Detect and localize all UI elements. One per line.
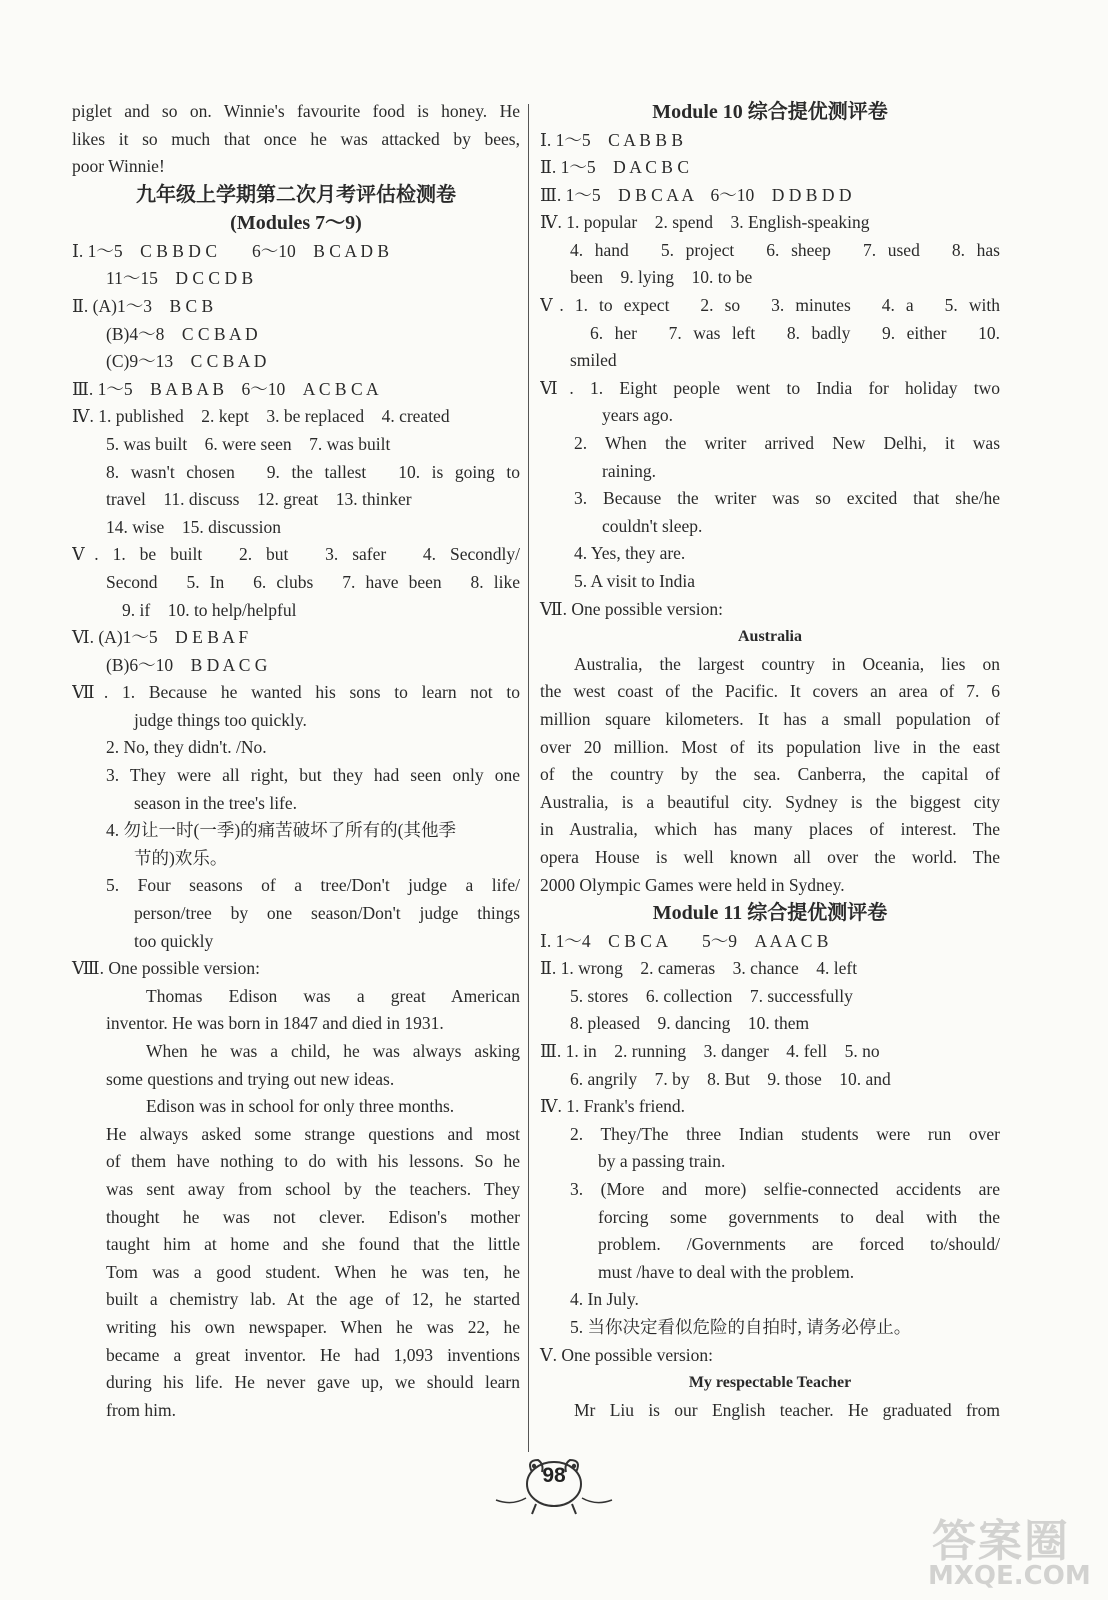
text-line: inventor. He was born in 1847 and died in 1931. xyxy=(106,1013,444,1034)
text-line: became a great inventor. He had 1,093 inventions xyxy=(106,1344,520,1365)
text-line: 2. No, they didn't. /No. xyxy=(106,737,267,758)
text-line: travel 11. discuss 12. great 13. thinker xyxy=(106,489,412,510)
text-line: Second 5. In 6. clubs 7. have been 8. like xyxy=(106,571,520,592)
text-line: Tom was a good student. When he was ten, he xyxy=(106,1261,520,1282)
text-line: person/tree by one season/Don't judge things xyxy=(134,903,520,924)
text-line: 5. A visit to India xyxy=(574,571,696,591)
text-line: 5. was built 6. were seen 7. was built xyxy=(106,433,391,454)
text-line: (C)9～13 C C B A D xyxy=(106,351,267,372)
text-line: season in the tree's life. xyxy=(134,792,298,813)
essay-title: My respectable Teacher xyxy=(688,1374,852,1392)
text-line: Ⅴ. One possible version: xyxy=(540,1344,714,1365)
text-line: opera House is well known all over the world. The xyxy=(540,846,1000,867)
text-line: years ago. xyxy=(602,405,673,426)
text-line: Ⅲ. 1～5 B A B A B 6～10 A C B C A xyxy=(72,378,379,399)
text-line: 3. They were all right, but they had seen only one xyxy=(106,765,520,786)
text-line: 2000 Olympic Games were held in Sydney. xyxy=(540,874,845,895)
text-line: 2. They/The three Indian students were run over xyxy=(570,1123,1000,1144)
text-line: Ⅳ. 1. Frank's friend. xyxy=(540,1096,686,1117)
page-number-ornament xyxy=(474,1458,634,1518)
text-line: from him. xyxy=(106,1399,176,1420)
text-line: Ⅰ. 1～4 C B C A 5～9 A A A C B xyxy=(540,930,829,951)
text-line: 5. Four seasons of a tree/Don't judge a life/ xyxy=(106,875,520,896)
text-line: of the country by the sea. Canberra, the capital of xyxy=(540,764,1000,785)
text-line: Ⅵ. 1. Eight people went to India for holiday two xyxy=(540,377,1000,398)
text-line: over 20 million. Most of its population live in the east xyxy=(540,736,1000,757)
site-watermark xyxy=(924,1505,1104,1597)
section-heading: (Modules 7～9) xyxy=(230,212,362,235)
text-line: 11～15 D C C D B xyxy=(106,268,254,289)
text-line: raining. xyxy=(602,460,656,481)
text-line: of them have nothing to do with his lessons. So he xyxy=(106,1151,520,1172)
text-line: 5. 当你决定看似危险的自拍时, 请务必停止。 xyxy=(570,1316,912,1337)
text-line: 8. pleased 9. dancing 10. them xyxy=(570,1013,810,1034)
text-line: Ⅶ. 1. Because he wanted his sons to learn not to xyxy=(72,682,520,703)
text-line: Ⅴ. 1. to expect 2. so 3. minutes 4. a 5. with xyxy=(540,295,1000,316)
text-line: 5. stores 6. collection 7. successfully xyxy=(570,985,853,1006)
text-line: 6. angrily 7. by 8. But 9. those 10. and xyxy=(570,1068,891,1089)
text-line: the west coast of the Pacific. It covers an area of 7. 6 xyxy=(540,681,1000,702)
text-line: Ⅷ. One possible version: xyxy=(72,958,260,979)
text-line: poor Winnie! xyxy=(72,156,165,177)
text-line: (B)4～8 C C B A D xyxy=(106,323,258,344)
text-line: Australia, is a beautiful city. Sydney is the biggest city xyxy=(540,791,1000,812)
text-line: Ⅵ. (A)1～5 D E B A F xyxy=(72,627,249,648)
text-line: judge things too quickly. xyxy=(134,709,307,730)
text-line: 6. her 7. was left 8. badly 9. either 10. xyxy=(590,322,1000,343)
text-line: Ⅴ. 1. be built 2. but 3. safer 4. Secondly/ xyxy=(72,544,520,565)
text-line: Ⅱ. 1. wrong 2. cameras 3. chance 4. left xyxy=(540,958,858,979)
text-line: 4. 勿让一时(一季)的痛苦破坏了所有的(其他季 xyxy=(106,820,456,841)
text-line: by a passing train. xyxy=(598,1151,726,1172)
text-line: Ⅱ. 1～5 D A C B C xyxy=(540,157,690,178)
text-line: taught him at home and she found that the little xyxy=(106,1234,520,1255)
text-line: too quickly xyxy=(134,930,214,951)
text-line: million square kilometers. It has a small population of xyxy=(540,708,1000,729)
text-line: Mr Liu is our English teacher. He graduated from xyxy=(574,1399,1000,1420)
text-line: Ⅰ. 1～5 C B B D C 6～10 B C A D B xyxy=(72,240,390,261)
text-line: Edison was in school for only three months. xyxy=(146,1096,455,1117)
text-line: He always asked some strange questions and most xyxy=(106,1123,520,1144)
left-column xyxy=(72,98,520,1424)
text-line: 节的)欢乐。 xyxy=(134,847,228,868)
text-line: likes it so much that once he was attacked by bees, xyxy=(72,128,520,149)
text-line: 4. In July. xyxy=(570,1289,639,1310)
text-line: 4. hand 5. project 6. sheep 7. used 8. has xyxy=(570,239,1000,260)
text-line: 3. (More and more) selfie-connected accidents are xyxy=(570,1178,1000,1199)
text-line: writing his own newspaper. When he was 22, he xyxy=(106,1316,520,1337)
text-line: piglet and so on. Winnie's favourite food is honey. He xyxy=(72,101,520,121)
text-line: forcing some governments to deal with the xyxy=(598,1206,1000,1227)
text-line: When he was a child, he was always asking xyxy=(146,1041,520,1061)
text-line: during his life. He never gave up, we should learn xyxy=(106,1372,520,1393)
text-line: (B)6～10 B D A C G xyxy=(106,654,268,675)
text-line: Australia, the largest country in Oceania, lies on xyxy=(574,653,1000,674)
text-line: Ⅰ. 1～5 C A B B B xyxy=(540,129,684,150)
section-heading: Module 10 综合提优测评卷 xyxy=(652,101,888,123)
text-line: 4. Yes, they are. xyxy=(574,543,686,564)
text-line: Ⅲ. 1. in 2. running 3. danger 4. fell 5. no xyxy=(540,1041,880,1061)
text-line: was sent away from school by the teachers. They xyxy=(106,1178,520,1199)
essay-title: Australia xyxy=(738,628,802,646)
text-line: 3. Because the writer was so excited that she/he xyxy=(574,488,1000,509)
text-line: built a chemistry lab. At the age of 12, he started xyxy=(106,1289,520,1310)
text-line: thought he was not clever. Edison's mother xyxy=(106,1206,520,1227)
text-line: Ⅱ. (A)1～3 B C B xyxy=(72,295,214,316)
text-line: 9. if 10. to help/helpful xyxy=(122,599,297,620)
text-line: been 9. lying 10. to be xyxy=(570,267,753,288)
text-line: Ⅳ. 1. published 2. kept 3. be replaced 4. created xyxy=(72,406,450,427)
section-heading: 九年级上学期第二次月考评估检测卷 xyxy=(136,183,456,206)
text-line: Thomas Edison was a great American xyxy=(146,985,520,1006)
text-line: must /have to deal with the problem. xyxy=(598,1261,855,1282)
text-line: couldn't sleep. xyxy=(602,515,703,536)
section-heading: Module 11 综合提优测评卷 xyxy=(652,902,888,925)
text-line: Ⅶ. One possible version: xyxy=(540,598,723,619)
text-line: some questions and trying out new ideas. xyxy=(106,1068,395,1089)
page-number: 98 xyxy=(542,1464,566,1487)
text-line: 2. When the writer arrived New Delhi, it was xyxy=(574,433,1000,454)
text-line: problem. /Governments are forced to/should/ xyxy=(598,1234,1000,1255)
text-line: in Australia, which has many places of interest. The xyxy=(540,819,1000,840)
text-line: smiled xyxy=(570,350,617,371)
text-line: Ⅲ. 1～5 D B C A A 6～10 D D B D D xyxy=(540,184,852,205)
watermark-text: 答案圈 xyxy=(932,1516,1070,1567)
right-column xyxy=(540,98,1000,1424)
text-line: Ⅳ. 1. popular 2. spend 3. English-speaking xyxy=(540,212,870,233)
text-line: 8. wasn't chosen 9. the tallest 10. is going to xyxy=(106,461,520,482)
watermark-url: MXQE.COM xyxy=(928,1561,1091,1591)
text-line: 14. wise 15. discussion xyxy=(106,516,281,537)
column-divider xyxy=(528,104,529,1452)
